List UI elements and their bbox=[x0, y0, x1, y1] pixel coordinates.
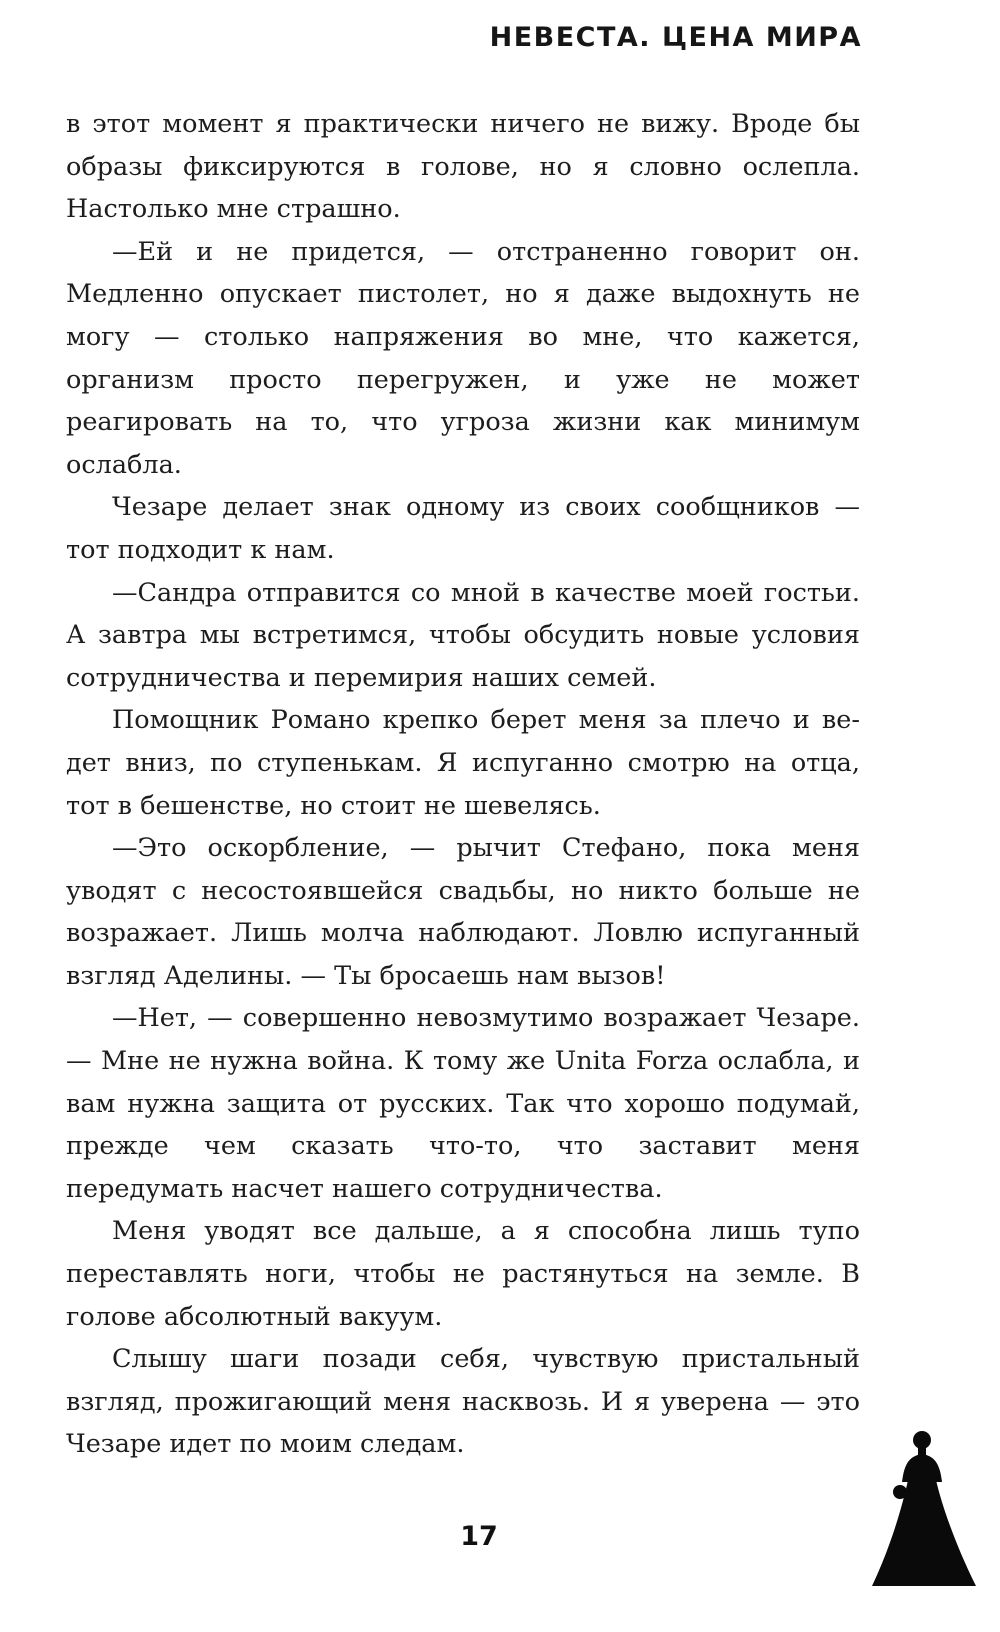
paragraph-2: —Ей и не придется, — отстраненно говорит он. Медленно опускает пистолет, но я даже выдохнуть не могу — столько напряжения во мне, что кажется, организм просто перегружен, и уже не может реагировать на то, что угроза жизни как минимум ослабла. bbox=[66, 236, 860, 480]
paragraph-1: в этот момент я практически ничего не вижу. Вроде бы образы фиксируются в голове, но я словно ослепла. Настолько мне страшно. bbox=[66, 109, 860, 225]
paragraph-4: —Сандра отправится со мной в качестве моей гостьи. А завтра мы встретимся, чтобы обсудить новые условия сотрудничества и перемирия наших семей. bbox=[66, 577, 860, 693]
bride-silhouette-icon bbox=[872, 1426, 976, 1586]
page-number: 17 bbox=[460, 1521, 498, 1552]
paragraph-7: —Нет, — совершенно невозмутимо возражает Чезаре. — Мне не нужна война. К тому же Unita Forza ослабла, и вам нужна защита от русских. Так что хорошо подумай, прежде чем сказать что-то, что заставит меня передумать насчет нашего сотрудничества. bbox=[66, 1003, 860, 1204]
paragraph-8: Меня уводят все дальше, а я способна лишь тупо переставлять ноги, чтобы не растянуться на земле. В голове абсолютный вакуум. bbox=[66, 1216, 860, 1332]
page-text bbox=[66, 103, 860, 1466]
paragraph-9: Слышу шаги позади себя, чувствую пристальный взгляд, прожигающий меня насквозь. И я уверена — это Чезаре идет по моим следам. bbox=[66, 1344, 860, 1460]
paragraph-5: Помощник Романо крепко берет меня за плечо и ведет вниз, по ступенькам. Я испуганно смотрю на отца, тот в бешенстве, но стоит не шевелясь. bbox=[66, 705, 860, 821]
paragraph-6: —Это оскорбление, — рычит Стефано, пока меня уводят с несостоявшейся свадьбы, но никто больше не возражает. Лишь молча наблюдают. Ловлю испуганный взгляд Аделины. — Ты бросаешь нам вызов! bbox=[66, 833, 860, 991]
running-head-title: НЕВЕСТА. ЦЕНА МИРА bbox=[489, 22, 862, 53]
paragraph-3: Чезаре делает знак одному из своих сообщников — тот подходит к нам. bbox=[66, 492, 860, 565]
